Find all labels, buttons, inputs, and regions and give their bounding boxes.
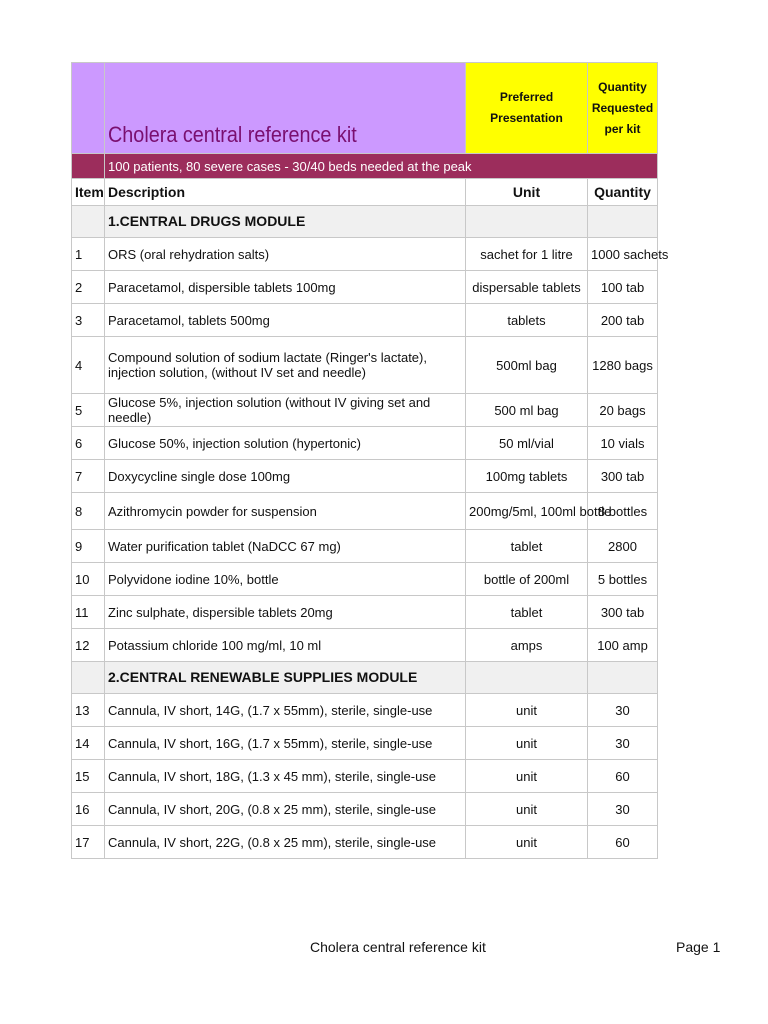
- item-number: 3: [72, 304, 105, 337]
- item-number: 13: [72, 694, 105, 727]
- item-description: Compound solution of sodium lactate (Ringer's lactate), injection solution, (without IV set and needle): [105, 337, 466, 394]
- table-row: [72, 530, 658, 563]
- item-number: 5: [72, 394, 105, 427]
- subtitle-cell: [105, 154, 658, 179]
- item-quantity: 300 tab: [588, 596, 658, 629]
- item-quantity: 60: [588, 760, 658, 793]
- item-unit: amps: [466, 629, 588, 662]
- item-description: Paracetamol, tablets 500mg: [105, 304, 466, 337]
- table-row: [72, 727, 658, 760]
- item-number: 16: [72, 793, 105, 826]
- table-row: [72, 694, 658, 727]
- item-unit: bottle of 200ml: [466, 563, 588, 596]
- kit-subtitle: 100 patients, 80 severe cases - 30/40 beds needed at the peak: [108, 158, 472, 174]
- section-unit-cell: [466, 206, 588, 238]
- table-row: [72, 304, 658, 337]
- item-unit: 100mg tablets: [466, 460, 588, 493]
- footer-title: Cholera central reference kit: [310, 939, 486, 955]
- item-description: ORS (oral rehydration salts): [105, 238, 466, 271]
- item-description: Cannula, IV short, 22G, (0.8 x 25 mm), sterile, single-use: [105, 826, 466, 859]
- item-description: Cannula, IV short, 20G, (0.8 x 25 mm), sterile, single-use: [105, 793, 466, 826]
- item-number: 2: [72, 271, 105, 304]
- item-description: Glucose 50%, injection solution (hypertonic): [105, 427, 466, 460]
- item-description: Paracetamol, dispersible tablets 100mg: [105, 271, 466, 304]
- item-quantity: 100 tab: [588, 271, 658, 304]
- table-row: [72, 493, 658, 530]
- item-unit: 500ml bag: [466, 337, 588, 394]
- item-number: 7: [72, 460, 105, 493]
- subtitle-row: [72, 154, 658, 179]
- column-header-unit: Unit: [466, 179, 588, 206]
- table-row: [72, 596, 658, 629]
- column-header-row: [72, 179, 658, 206]
- title-item-cell: [72, 63, 105, 154]
- section-item-cell: [72, 662, 105, 694]
- item-quantity: 20 bags: [588, 394, 658, 427]
- item-number: 8: [72, 493, 105, 530]
- column-header-quantity: Quantity: [588, 179, 658, 206]
- table-row: [72, 460, 658, 493]
- item-unit: tablets: [466, 304, 588, 337]
- table-row: [72, 629, 658, 662]
- section-item-cell: [72, 206, 105, 238]
- section-title: 1.CENTRAL DRUGS MODULE: [105, 206, 466, 238]
- section-quantity-cell: [588, 662, 658, 694]
- table-row: [72, 760, 658, 793]
- preferred-presentation-header: Preferred Presentation: [466, 63, 588, 154]
- item-quantity: 60: [588, 826, 658, 859]
- item-number: 4: [72, 337, 105, 394]
- title-row: [72, 63, 658, 154]
- item-unit: tablet: [466, 596, 588, 629]
- item-number: 9: [72, 530, 105, 563]
- item-quantity: 30: [588, 793, 658, 826]
- item-unit: dispersable tablets: [466, 271, 588, 304]
- section-row: [72, 206, 658, 238]
- table-row: [72, 394, 658, 427]
- item-unit: sachet for 1 litre: [466, 238, 588, 271]
- table-row: [72, 271, 658, 304]
- kit-title: Cholera central reference kit: [108, 122, 357, 147]
- item-unit: unit: [466, 760, 588, 793]
- item-description: Polyvidone iodine 10%, bottle: [105, 563, 466, 596]
- item-unit: unit: [466, 793, 588, 826]
- item-description: Doxycycline single dose 100mg: [105, 460, 466, 493]
- item-quantity: 8 bottles: [588, 493, 658, 530]
- item-number: 15: [72, 760, 105, 793]
- item-quantity: 5 bottles: [588, 563, 658, 596]
- section-quantity-cell: [588, 206, 658, 238]
- item-description: Cannula, IV short, 16G, (1.7 x 55mm), sterile, single-use: [105, 727, 466, 760]
- section-row: [72, 662, 658, 694]
- item-unit: unit: [466, 826, 588, 859]
- item-quantity: 100 amp: [588, 629, 658, 662]
- title-cell: [105, 63, 466, 154]
- item-quantity: 300 tab: [588, 460, 658, 493]
- table-row: [72, 793, 658, 826]
- item-description: Azithromycin powder for suspension: [105, 493, 466, 530]
- kit-table: [71, 62, 669, 859]
- section-unit-cell: [466, 662, 588, 694]
- item-number: 6: [72, 427, 105, 460]
- quantity-requested-header: Quantity Requested per kit: [588, 63, 658, 154]
- kit-table-body: [72, 63, 669, 859]
- table-row: [72, 826, 658, 859]
- item-quantity: 2800: [588, 530, 658, 563]
- item-number: 11: [72, 596, 105, 629]
- item-quantity: 200 tab: [588, 304, 658, 337]
- item-quantity: 1000 sachets: [588, 238, 658, 271]
- item-unit: tablet: [466, 530, 588, 563]
- column-header-item: Item: [72, 179, 105, 206]
- item-description: Potassium chloride 100 mg/ml, 10 ml: [105, 629, 466, 662]
- item-quantity: 1280 bags: [588, 337, 658, 394]
- footer-page-number: Page 1: [676, 939, 721, 955]
- item-unit: 200mg/5ml, 100ml bottle: [466, 493, 588, 530]
- table-row: [72, 563, 658, 596]
- item-quantity: 10 vials: [588, 427, 658, 460]
- reference-kit-sheet: [71, 62, 669, 859]
- table-row: [72, 427, 658, 460]
- item-number: 12: [72, 629, 105, 662]
- item-unit: unit: [466, 727, 588, 760]
- item-number: 14: [72, 727, 105, 760]
- subtitle-item-cell: [72, 154, 105, 179]
- item-number: 10: [72, 563, 105, 596]
- item-quantity: 30: [588, 694, 658, 727]
- item-number: 1: [72, 238, 105, 271]
- item-unit: 500 ml bag: [466, 394, 588, 427]
- item-description: Cannula, IV short, 14G, (1.7 x 55mm), sterile, single-use: [105, 694, 466, 727]
- item-description: Glucose 5%, injection solution (without IV giving set and needle): [105, 394, 466, 427]
- item-quantity: 30: [588, 727, 658, 760]
- table-row: [72, 238, 658, 271]
- item-description: Zinc sulphate, dispersible tablets 20mg: [105, 596, 466, 629]
- item-description: Cannula, IV short, 18G, (1.3 x 45 mm), sterile, single-use: [105, 760, 466, 793]
- table-row: [72, 337, 658, 394]
- item-number: 17: [72, 826, 105, 859]
- column-header-description: Description: [105, 179, 466, 206]
- item-unit: unit: [466, 694, 588, 727]
- item-description: Water purification tablet (NaDCC 67 mg): [105, 530, 466, 563]
- section-title: 2.CENTRAL RENEWABLE SUPPLIES MODULE: [105, 662, 466, 694]
- item-unit: 50 ml/vial: [466, 427, 588, 460]
